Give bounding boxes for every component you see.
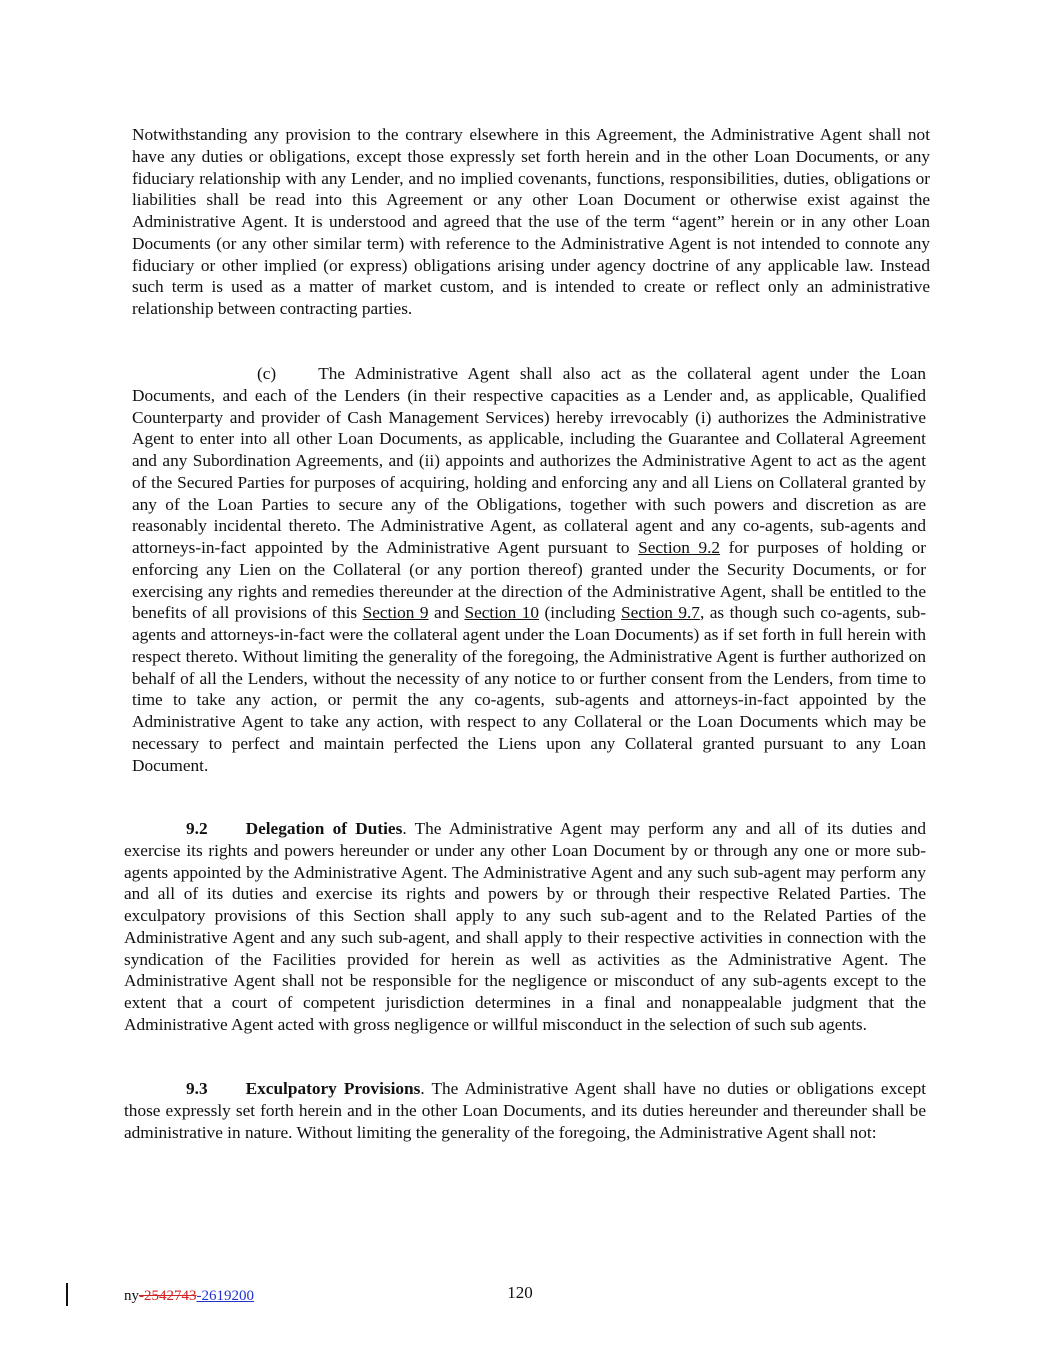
page-number: 120 [507,1283,533,1302]
doc-id-inserted: -2619200 [196,1288,254,1304]
section-9-3-exculpatory-provisions [124,1078,926,1143]
section-number: 9.2 [186,819,208,838]
doc-id-prefix: ny [124,1288,139,1304]
section-heading: Exculpatory Provisions [245,1079,421,1098]
section-heading: Delegation of Duties [245,819,403,838]
section-number: 9.3 [186,1079,208,1098]
section-text: . The Administrative Agent shall have no duties or obligations except those expressly set forth herein and in the other Loan Documents, and its duties hereunder and thereunder shall be administrative in nature. Without limiting the generality of the foregoing, the Administrative Agent shall not: [124,1079,927,1142]
section-ref-9-7[interactable]: Section 9.7 [621,603,700,623]
section-ref-9-2[interactable]: Section 9.2 [638,538,721,557]
clause-c-text: and [428,603,465,623]
section-text: . The Administrative Agent may perform any and all of its duties and exercise its rights and powers hereunder or under any other Loan Document by or through any one or more sub-agents appointed by the Administrative Agent. The Administrative Agent and any such sub-agent may perform any and all of its duties and exercise its rights and powers by or through their respective Related Parties. The exculpatory provisions of this Section shall apply to any such sub-agent and to the Related Parties of the Administrative Agent and any such sub-agent, and shall apply to their respective activities in connection with the syndication of the Facilities provided for herein as well as activities as the Administrative Agent. The Administrative Agent shall not be responsible for the negligence or misconduct of any sub-agents except to the extent that a court of competent jurisdiction determines in a final and nonappealable judgment that the Administrative Agent acted with gross negligence or willful misconduct in the selection of such sub agents. [124,819,926,1034]
section-ref-10[interactable]: Section 10 [464,603,540,623]
clause-c-text: , as though such co-agents, sub-agents and attorneys-in-fact were the collateral agent under the Loan Documents) as if set forth in full herein with respect thereto. Without limiting the generality of the foregoing, the Administrative Agent is further authorized on behalf of all the Lenders, without the necessity of any notice to or further consent from the Lenders, from time to time to take any action, or permit the any co-agents, sub-agents and attorneys-in-fact appointed by the Administrative Agent to take any action, with respect to any Collateral or the Loan Documents which may be necessary to perfect and maintain perfected the Liens upon any Collateral granted pursuant to any Loan Document. [132,603,927,775]
clause-c-text: for purposes of holding or enforcing any Lien on the Collateral (or any portion thereof) granted under the Security Documents, or for exercising any rights and remedies thereunder at the direction of the Administrative Agent, shall be entitled to the benefits of all provisions of this [132,538,927,623]
clause-c-text: (including [539,603,622,623]
paragraph-agent-duties: Notwithstanding any provision to the contrary elsewhere in this Agreement, the Administrative Agent shall not have any duties or obligations, except those expressly set forth herein and in the other Loan Documents, or any fiduciary relationship with any Lender, and no implied covenants, functions, responsibilities, duties, obligations or liabilities shall be read into this Agreement or any other Loan Document or otherwise exist against the Administrative Agent. It is understood and agreed that the use of the term “agent” herein or in any other Loan Documents (or any other similar term) with reference to the Administrative Agent is not intended to connote any fiduciary or other implied (or express) obligations arising under agency doctrine of any applicable law. Instead such term is used as a matter of market custom, and is intended to create or reflect only an administrative relationship between contracting parties. [132,125,930,318]
revision-change-bar [66,1283,68,1306]
document-id-footer [124,1287,254,1305]
clause-marker-c: (c) [257,364,277,383]
section-ref-9[interactable]: Section 9 [362,603,429,623]
clause-c-text: The Administrative Agent shall also act as the collateral agent under the Loan Documents, and each of the Lenders (in their respective capacities as a Lender and, as applicable, Qualified Counterparty and provider of Cash Management Services) hereby irrevocably (i) authorizes the Administrative Agent to enter into all other Loan Documents, as applicable, including the Guarantee and Collateral Agreement and any Subordination Agreements, and (ii) appoints and authorizes the Administrative Agent to act as the agent of the Secured Parties for purposes of acquiring, holding and enforcing any and all Liens on Collateral granted by any of the Loan Parties to secure any of the Obligations, together with such powers and discretion as are reasonably incidental thereto. The Administrative Agent, as collateral agent and any co-agents, sub-agents and attorneys-in-fact appointed by the Administrative Agent pursuant to [132,364,926,557]
paragraph-collateral-agent [132,363,926,776]
section-9-2-delegation-of-duties [124,818,926,1036]
doc-id-deleted: -2542743 [139,1288,197,1304]
